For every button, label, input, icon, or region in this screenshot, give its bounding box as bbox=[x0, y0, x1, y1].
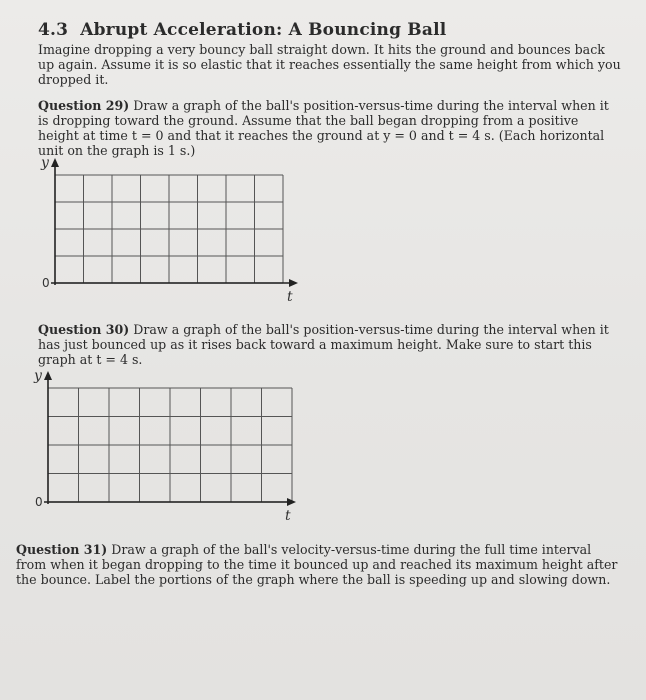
y-axis-arrow-icon bbox=[44, 371, 52, 380]
question-31 bbox=[16, 542, 621, 587]
section-number: 4.3 bbox=[38, 20, 69, 40]
y-axis-label: y bbox=[34, 368, 42, 384]
graph-q30[interactable] bbox=[28, 368, 303, 524]
question-29-text: Draw a graph of the ball's position-versus-time during the interval when it is dropping toward the ground. Assume that the ball began dropping from a positive height at time t = 0 and that it reaches the ground at y = 0 and t = 4 s. (Each horizontal unit on the graph is 1 s.) bbox=[38, 98, 609, 158]
section-heading bbox=[38, 20, 446, 40]
graph-q30-svg[interactable] bbox=[28, 368, 303, 524]
graph-q29[interactable] bbox=[30, 155, 300, 307]
question-30-label: Question 30) bbox=[38, 322, 130, 337]
y-axis-label: y bbox=[41, 155, 49, 171]
question-31-text: Draw a graph of the ball's velocity-versus-time during the full time interval from when it began dropping to the time it bounced up and reached its maximum height after the bounce. Label the portions of the graph where the ball is speeding up and slowing down. bbox=[16, 542, 618, 587]
intro-paragraph: Imagine dropping a very bouncy ball straight down. It hits the ground and bounces back up again. Assume it is so elastic that it reaches essentially the same height from which you dropped it. bbox=[38, 42, 621, 87]
y-axis-arrow-icon bbox=[51, 158, 59, 167]
x-axis-label: t bbox=[287, 289, 293, 305]
origin-label: 0 bbox=[42, 276, 50, 290]
origin-label: 0 bbox=[35, 495, 43, 509]
x-axis-arrow-icon bbox=[289, 279, 298, 287]
question-30-text: Draw a graph of the ball's position-versus-time during the interval when it has just bounced up as it rises back toward a maximum height. Make sure to start this graph at t = 4 s. bbox=[38, 322, 609, 367]
question-29-label: Question 29) bbox=[38, 98, 130, 113]
question-30 bbox=[38, 322, 623, 367]
question-31-label: Question 31) bbox=[16, 542, 108, 557]
graph-q29-svg[interactable] bbox=[30, 155, 300, 305]
x-axis-label: t bbox=[285, 508, 291, 524]
question-29 bbox=[38, 98, 623, 158]
section-title: Abrupt Acceleration: A Bouncing Ball bbox=[80, 20, 447, 40]
